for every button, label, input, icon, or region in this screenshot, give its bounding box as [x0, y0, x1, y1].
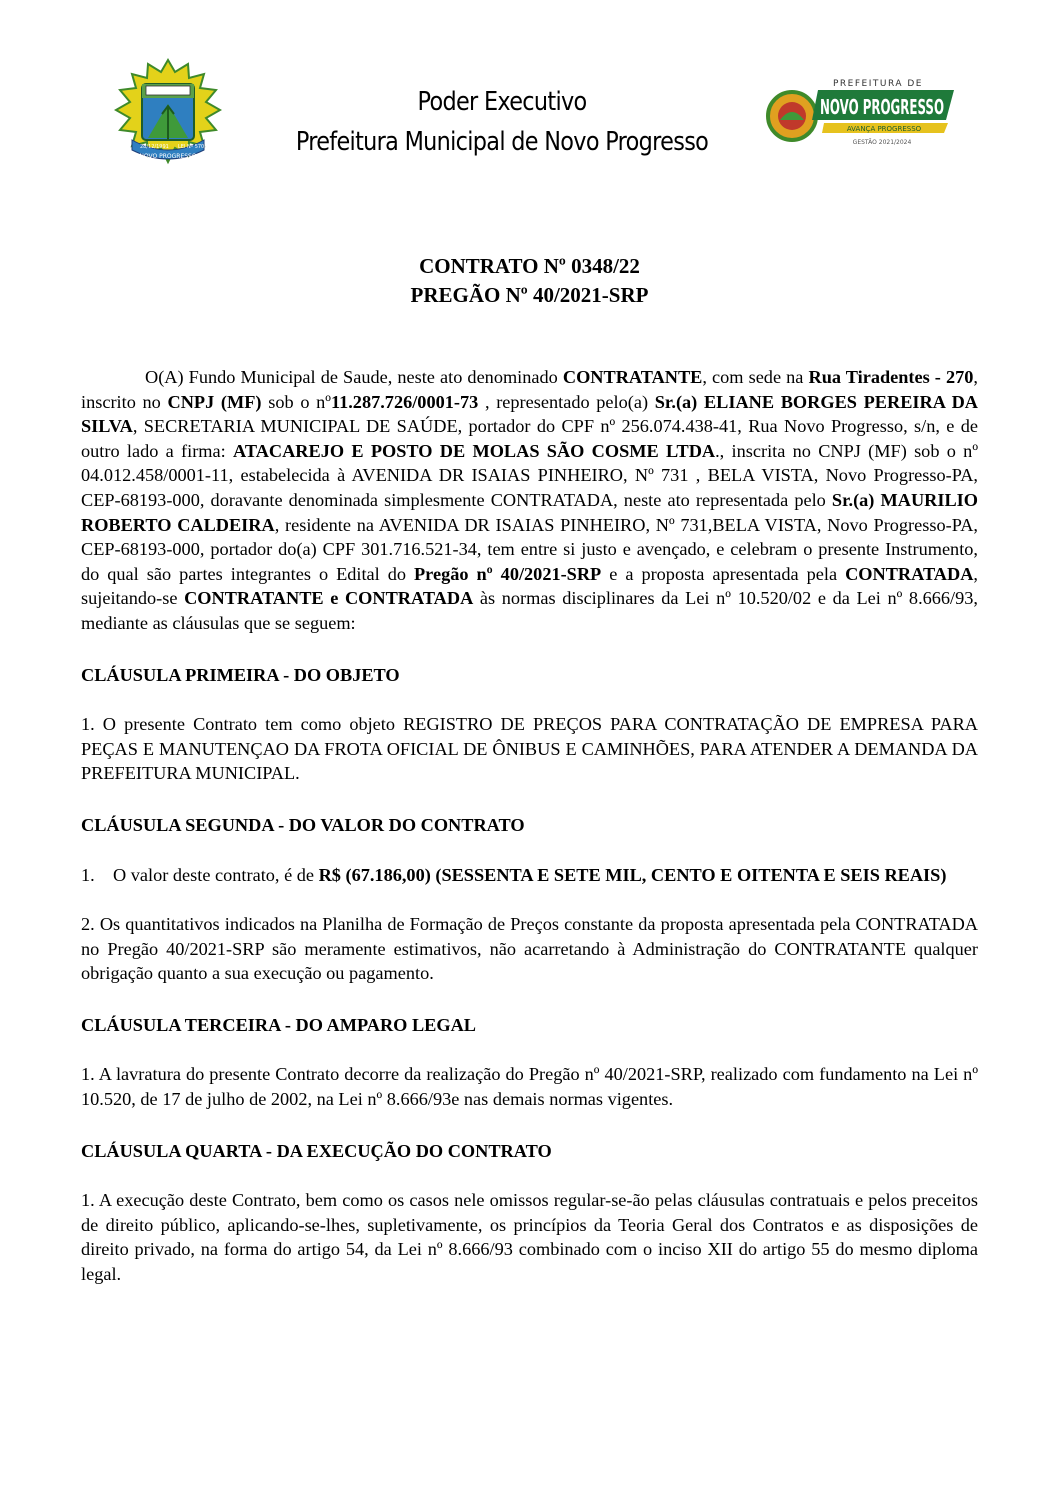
- clausula-quarta-text: 1. A execução deste Contrato, bem como os casos nele omissos regular-se-ão pelas cláusulas contratuais e pelos preceitos de direito público, aplicando-se-lhes, supletivamente, os princípios da Teoria Geral dos Contratos e as disposições de direito privado, na forma do artigo 54, da Lei nº 8.666/93 combinado com o inciso XII do artigo 55 do mesmo diploma legal.: [81, 1190, 978, 1285]
- intro-text-4: sob o nº: [261, 391, 331, 412]
- logo-years-text: GESTÃO 2021/2024: [852, 139, 912, 146]
- intro-text-1: O(A) Fundo Municipal de Saude, neste ato denominado: [145, 367, 563, 387]
- header-line-2: Prefeitura Municipal de Novo Progresso: [295, 127, 709, 157]
- intro-text-3: , inscrito no: [81, 367, 978, 412]
- pregao-number: PREGÃO Nº 40/2021-SRP: [410, 283, 649, 307]
- clausula-terceira-heading: CLÁUSULA TERCEIRA - DO AMPARO LEGAL: [81, 1014, 476, 1035]
- intro-bold-5: Sr.(a) ELIANE BORGES PEREIRA DA SILVA: [81, 391, 978, 437]
- intro-bold-3: CNPJ (MF): [167, 391, 262, 412]
- intro-text-5: , representado pelo(a): [478, 391, 655, 412]
- intro-text-10: , sujeitando-se: [81, 563, 978, 609]
- municipal-crest-icon: [112, 58, 224, 170]
- intro-bold-1: CONTRATANTE: [562, 367, 703, 387]
- crest-ribbon-left: 28/12/1991: [140, 144, 169, 150]
- contract-body: [81, 365, 978, 1287]
- intro-paragraph: [81, 365, 978, 636]
- clausula-primeira-heading: CLÁUSULA PRIMEIRA - DO OBJETO: [81, 664, 400, 685]
- clausula-segunda-heading: CLÁUSULA SEGUNDA - DO VALOR DO CONTRATO: [81, 814, 525, 835]
- header-line-1: Poder Executivo: [417, 87, 587, 117]
- logo-top-text: PREFEITURA DE: [833, 79, 923, 89]
- valor-amount: R$ (67.186,00) (SESSENTA E SETE MIL, CENTO E OITENTA E SEIS REAIS): [318, 864, 947, 885]
- novo-progresso-logo-icon: [766, 76, 956, 156]
- clausula-primeira-text: 1. O presente Contrato tem como objeto REGISTRO DE PREÇOS PARA CONTRATAÇÃO DE EMPRESA PARA PEÇAS E MANUTENÇAO DA FROTA OFICIAL DE ÔNIBUS E CAMINHÕES, PARA ATENDER A DEMANDA DA PREFEITURA MUNICIPAL.: [81, 714, 978, 784]
- header-title: [296, 82, 709, 162]
- intro-bold-8: Pregão nº 40/2021-SRP: [414, 563, 602, 584]
- contract-title: [0, 252, 1059, 310]
- intro-text-6: , SECRETARIA MUNICIPAL DE SAÚDE, portador do CPF nº 256.074.438-41, Rua Novo Progresso, s/n, e de outro lado a firma:: [81, 416, 978, 461]
- intro-bold-2: Rua Tiradentes - 270: [808, 367, 974, 387]
- crest-ribbon-right: LEI Nº 5700: [178, 144, 208, 150]
- page-header: [0, 0, 1059, 200]
- clausula-segunda-item-2: 2. Os quantitativos indicados na Planilha de Formação de Preços constante da proposta apresentada pela CONTRATADA no Pregão 40/2021-SRP são meramente estimativos, não acarretando à Administração do CONTRATANTE qualquer obrigação quanto a sua execução ou pagamento.: [81, 914, 978, 984]
- intro-text-8: , residente na AVENIDA DR ISAIAS PINHEIRO, Nº 731,BELA VISTA, Novo Progresso-PA, CEP-68193-000, portador do(a) CPF 301.716.521-34, tem entre si justo e avençado, e celebram o presente Instrumento, do qual são partes integrantes o Edital do: [81, 514, 978, 584]
- intro-bold-10: CONTRATANTE e CONTRATADA: [184, 588, 474, 609]
- intro-text-11: às normas disciplinares da Lei nº 10.520/02 e da Lei nº 8.666/93, mediante as cláusulas que se seguem:: [81, 588, 978, 633]
- clausula-quarta-heading: CLÁUSULA QUARTA - DA EXECUÇÃO DO CONTRATO: [81, 1140, 552, 1161]
- valor-prefix: 1. O valor deste contrato, é de: [81, 864, 319, 885]
- intro-text-9: e a proposta apresentada pela: [601, 563, 846, 584]
- crest-banner: NOVO PROGRESSO: [139, 153, 197, 160]
- intro-bold-7: Sr.(a) MAURILIO ROBERTO CALDEIRA: [81, 489, 978, 535]
- intro-bold-4: 11.287.726/0001-73: [330, 391, 479, 412]
- intro-text-7: ., inscrita no CNPJ (MF) sob o nº 04.012.458/0001-11, estabelecida à AVENIDA DR ISAIAS PINHEIRO, Nº 731 , BELA VISTA, Novo Progresso-PA, CEP-68193-000, doravante denominada simplesmente CONTRATADA, neste ato representada pelo: [81, 440, 978, 510]
- intro-text-2: , com sede na: [702, 367, 809, 387]
- clausula-segunda-item-1: [81, 863, 978, 888]
- intro-bold-9: CONTRATADA: [845, 563, 974, 584]
- intro-bold-6: ATACAREJO E POSTO DE MOLAS SÃO COSME LTDA: [233, 440, 716, 461]
- logo-slogan-text: AVANÇA PROGRESSO: [846, 125, 922, 133]
- logo-name-text: NOVO PROGRESSO: [820, 95, 944, 119]
- clausula-terceira-text: 1. A lavratura do presente Contrato decorre da realização do Pregão nº 40/2021-SRP, realizado com fundamento na Lei nº 10.520, de 17 de julho de 2002, na Lei nº 8.666/93e nas demais normas vigentes.: [81, 1064, 978, 1110]
- contract-number: CONTRATO Nº 0348/22: [419, 254, 640, 278]
